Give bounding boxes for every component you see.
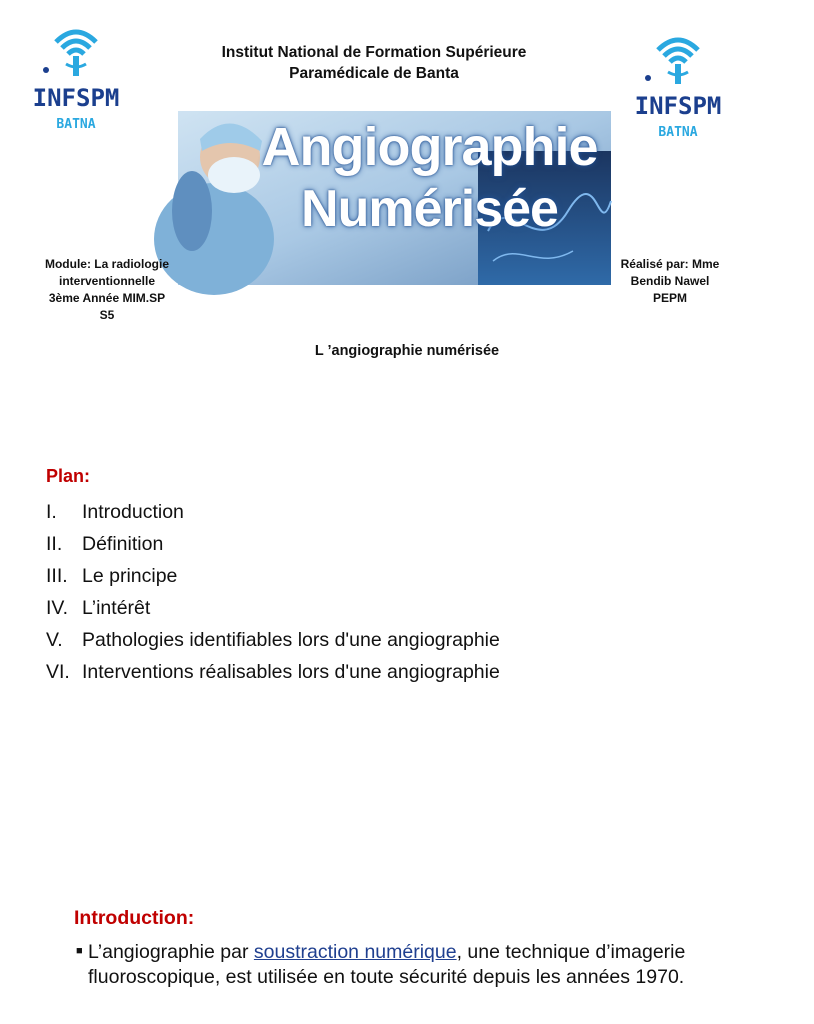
introduction-text: [88, 940, 716, 989]
banner-image: [178, 111, 611, 285]
plan-item: [46, 624, 500, 656]
document-title: L ’angiographie numérisée: [314, 343, 500, 359]
svg-text:INFSPM: INFSPM: [634, 92, 722, 120]
infspm-logo-left: [32, 20, 120, 140]
introduction-text-after: , une technique d’imagerie fluoroscopique, est utilisée en toute sécurité depuis les années 1970.: [88, 941, 686, 988]
plan-item-label: Le principe: [82, 564, 178, 587]
plan-item-label: Pathologies identifiables lors d'une angiographie: [82, 628, 500, 651]
infspm-logo-right: [634, 28, 722, 148]
plan-item-number: III.: [46, 564, 68, 587]
plan-item: [46, 592, 500, 624]
plan-item: [46, 560, 500, 592]
banner-title-line-1: Angiographie: [261, 117, 598, 177]
author-line-3: PEPM: [652, 291, 687, 305]
soustraction-numerique-link[interactable]: soustraction numérique: [253, 941, 457, 963]
author-info: [606, 256, 734, 307]
introduction-heading: Introduction:: [74, 907, 195, 929]
logo-wifi-icon: [32, 20, 120, 140]
svg-text:INFSPM: INFSPM: [32, 84, 120, 112]
institute-line-1: Institut National de Formation Supérieure: [221, 44, 527, 61]
svg-text:BATNA: BATNA: [56, 117, 96, 132]
author-line-1: Réalisé par: Mme: [620, 257, 720, 271]
author-line-2: Bendib Nawel: [630, 274, 710, 288]
plan-item-label: L’intérêt: [82, 596, 151, 619]
logo-wifi-icon: [634, 28, 722, 148]
module-line-3: 3ème Année MIM.SP: [48, 291, 166, 305]
introduction-bullet: [76, 940, 716, 989]
module-line-2: interventionnelle: [58, 274, 156, 288]
svg-text:BATNA: BATNA: [658, 125, 698, 140]
plan-item: [46, 496, 500, 528]
introduction-text-before: L’angiographie par: [88, 941, 254, 963]
plan-item-number: II.: [46, 532, 63, 555]
institute-name: [170, 42, 578, 84]
plan-item: [46, 528, 500, 560]
module-info: [30, 256, 184, 324]
square-bullet-icon: ■: [76, 945, 83, 957]
plan-item-number: V.: [46, 628, 63, 651]
plan-heading: Plan:: [46, 466, 91, 486]
plan-item-label: Définition: [82, 532, 164, 555]
plan-item: [46, 656, 500, 688]
banner-title-line-2: Numérisée: [301, 180, 558, 238]
plan-item-number: I.: [46, 500, 57, 523]
module-line-4: S5: [99, 308, 115, 322]
plan-item-label: Introduction: [82, 500, 184, 523]
institute-line-2: Paramédicale de Banta: [289, 65, 459, 82]
plan-item-number: VI.: [46, 660, 70, 683]
plan-list: [46, 496, 500, 688]
module-line-1: Module: La radiologie: [44, 257, 169, 271]
plan-item-label: Interventions réalisables lors d'une angiographie: [82, 660, 500, 683]
plan-item-number: IV.: [46, 596, 69, 619]
